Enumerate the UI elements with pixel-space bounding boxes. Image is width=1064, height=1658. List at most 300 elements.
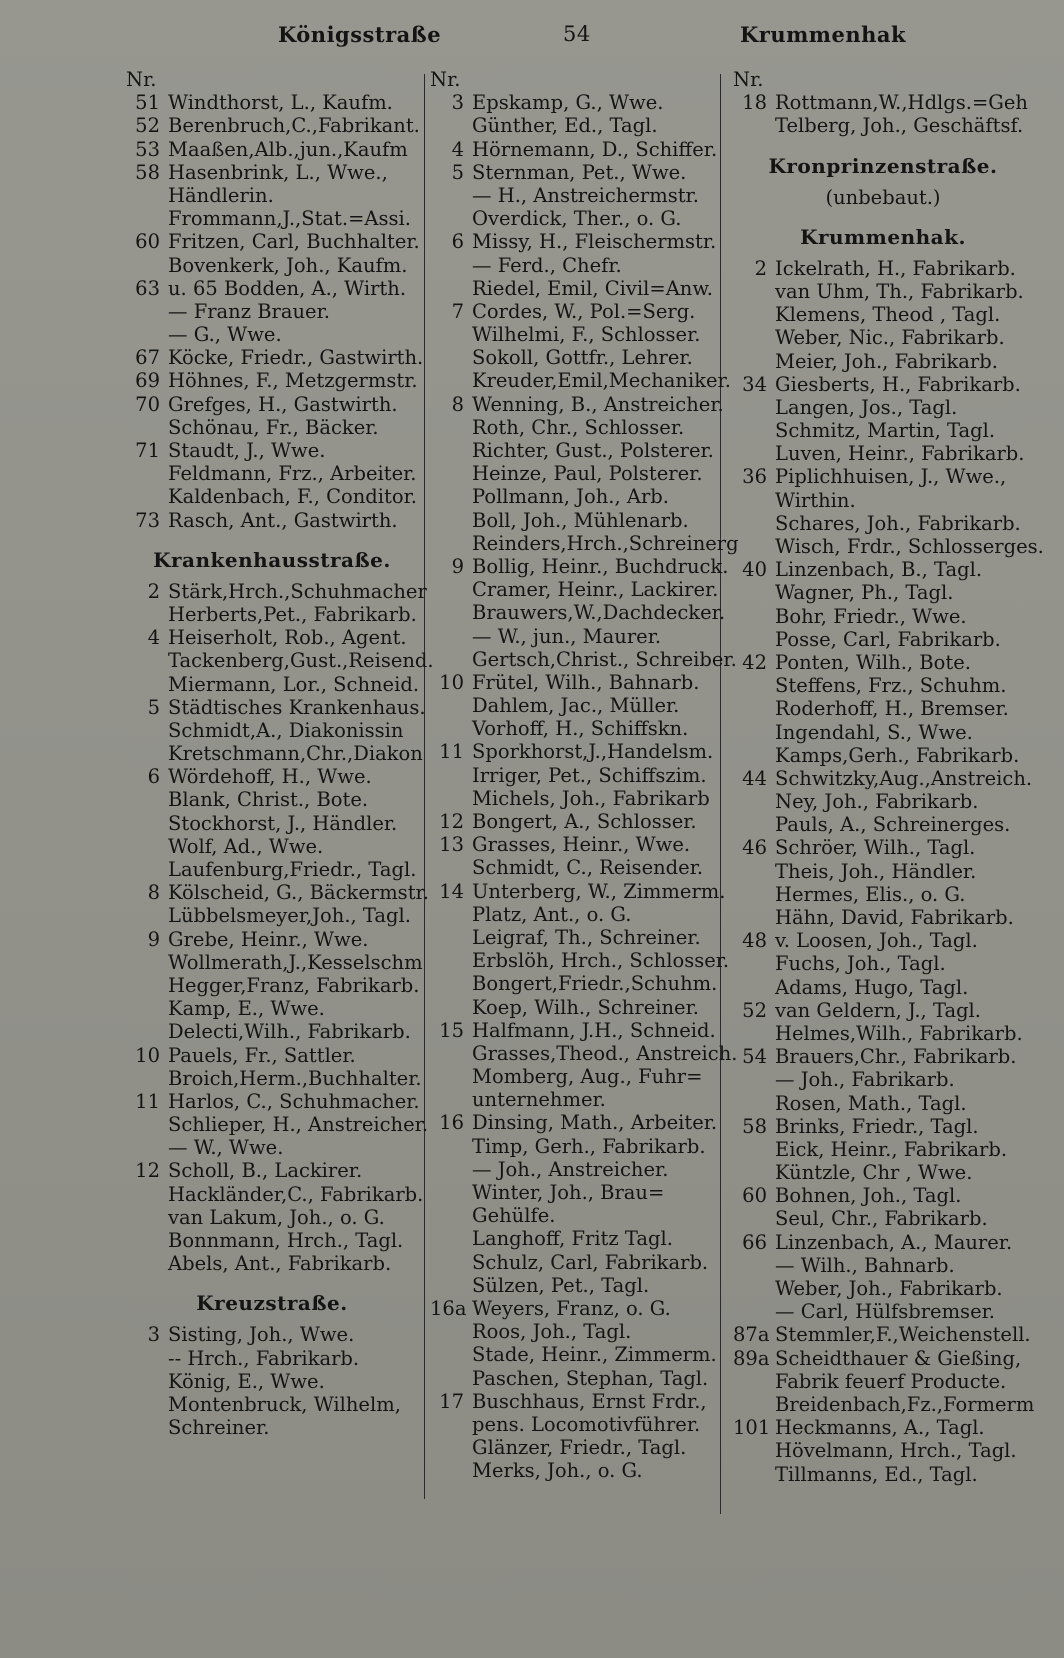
house-number: 2 xyxy=(754,256,767,280)
resident-text: Broich,Herm.,Buchhalter. xyxy=(168,1066,422,1090)
directory-entry xyxy=(126,695,426,719)
house-number: 60 xyxy=(135,230,160,254)
resident-text: Erbslöh, Hrch., Schlosser. xyxy=(472,949,730,973)
directory-entry xyxy=(126,1136,418,1159)
resident-text: Eick, Heinr., Fabrikarb. xyxy=(775,1137,1008,1161)
resident-text: Ingendahl, S., Wwe. xyxy=(775,720,973,744)
directory-entry xyxy=(733,535,1044,558)
house-number: 9 xyxy=(147,927,160,951)
directory-entry xyxy=(733,419,1033,442)
house-number: 58 xyxy=(135,160,160,184)
resident-text: Herberts,Pet., Fabrikarb. xyxy=(168,602,417,626)
directory-entry xyxy=(430,740,718,763)
resident-text: Stärk,Hrch.,Schuhmacher xyxy=(168,579,427,603)
house-number: 8 xyxy=(451,392,464,416)
directory-entry xyxy=(430,903,718,926)
resident-text: Rosen, Math., Tagl. xyxy=(775,1091,967,1115)
resident-text: Helmes,Wilh., Fabrikarb. xyxy=(775,1021,1023,1045)
resident-text: Frütel, Wilh., Bahnarb. xyxy=(472,670,700,694)
house-number: 3 xyxy=(147,1323,160,1347)
directory-entry xyxy=(430,647,737,671)
resident-text: Wirthin. xyxy=(775,488,856,512)
resident-text: Linzenbach, A., Maurer. xyxy=(775,1230,1013,1254)
house-number: 69 xyxy=(135,369,160,393)
directory-entry xyxy=(126,138,418,161)
directory-entry xyxy=(430,230,718,253)
directory-entry xyxy=(126,1113,429,1137)
directory-entry xyxy=(733,1463,1033,1486)
directory-entry xyxy=(733,326,1033,349)
directory-entry xyxy=(733,605,1033,628)
directory-entry xyxy=(733,280,1033,303)
directory-entry xyxy=(430,254,718,277)
directory-entry xyxy=(126,485,418,508)
house-number: 5 xyxy=(451,160,464,184)
resident-text: Sokoll, Gottfr., Lehrer. xyxy=(472,346,693,370)
house-number: 8 xyxy=(147,881,160,905)
resident-text: — Joh., Anstreicher. xyxy=(472,1157,669,1181)
directory-entry xyxy=(430,1320,718,1343)
house-number: 73 xyxy=(135,508,160,532)
resident-text: Kölscheid, G., Bäckermstr. xyxy=(168,881,429,905)
directory-entry xyxy=(733,976,1033,999)
directory-entry xyxy=(733,1022,1033,1045)
house-number: 87a xyxy=(733,1323,770,1347)
resident-text: Klemens, Theod , Tagl. xyxy=(775,303,1001,327)
resident-text: Cordes, W., Pol.=Serg. xyxy=(472,299,696,323)
directory-entry xyxy=(126,881,429,905)
directory-entry xyxy=(430,1135,718,1158)
resident-text: Grasses, Heinr., Wwe. xyxy=(472,833,691,857)
resident-text: Breidenbach,Fz.,Formerm xyxy=(775,1392,1035,1416)
resident-text: Hähn, David, Fabrikarb. xyxy=(775,906,1014,929)
directory-entry xyxy=(126,950,423,974)
resident-text: unternehmer. xyxy=(472,1088,606,1112)
resident-text: Bohr, Friedr., Wwe. xyxy=(775,604,967,628)
directory-entry xyxy=(430,717,718,740)
resident-text: Hackländer,C., Fabrikarb. xyxy=(168,1182,424,1206)
resident-text: Platz, Ant., o. G. xyxy=(472,902,632,926)
number-column-label: Nr. xyxy=(733,68,764,91)
directory-entry xyxy=(430,1459,718,1482)
resident-text: Köcke, Friedr., Gastwirth. xyxy=(168,346,424,370)
directory-entry xyxy=(733,1300,1033,1323)
resident-text: v. Loosen, Joh., Tagl. xyxy=(775,929,978,953)
resident-text: Schönau, Fr., Bäcker. xyxy=(168,415,379,439)
street-heading: Krankenhausstraße. xyxy=(153,547,391,572)
house-number: 10 xyxy=(135,1043,160,1067)
resident-text: Kretschmann,Chr.,Diakon xyxy=(168,742,423,766)
resident-text: Wenning, B., Anstreicher. xyxy=(472,392,724,416)
resident-text: Schulz, Carl, Fabrikarb. xyxy=(472,1250,709,1274)
resident-text: Abels, Ant., Fabrikarb. xyxy=(168,1252,392,1276)
directory-entry xyxy=(430,1041,738,1065)
house-number: 52 xyxy=(742,998,767,1022)
directory-entry xyxy=(126,579,427,603)
house-number: 14 xyxy=(439,879,464,903)
house-number: 46 xyxy=(742,836,767,860)
resident-text: Tackenberg,Gust.,Reisend. xyxy=(168,649,434,673)
resident-text: Bollig, Heinr., Buchdruck. xyxy=(472,554,729,578)
resident-text: Wördehoff, H., Wwe. xyxy=(168,765,372,789)
resident-text: Fritzen, Carl, Buchhalter. xyxy=(168,230,420,254)
resident-text: Weber, Joh., Fabrikarb. xyxy=(775,1277,1003,1300)
directory-entry xyxy=(430,1111,718,1134)
directory-entry xyxy=(430,416,718,439)
resident-text: Gertsch,Christ., Schreiber. xyxy=(472,647,737,671)
directory-entry xyxy=(430,138,718,161)
directory-entry xyxy=(733,952,1033,975)
resident-text: Stade, Heinr., Zimmerm. xyxy=(472,1343,717,1367)
directory-entry xyxy=(733,1254,1033,1277)
resident-text: Vorhoff, H., Schiffskn. xyxy=(472,717,689,741)
resident-text: Reinders,Hrch.,Schreinerg xyxy=(472,531,739,555)
resident-text: Schreiner. xyxy=(168,1416,270,1440)
resident-text: Schröer, Wilh., Tagl. xyxy=(775,836,976,860)
directory-entry xyxy=(126,1020,418,1043)
resident-text: Roderhoff, H., Bremser. xyxy=(775,697,1009,721)
directory-entry xyxy=(733,489,1033,512)
directory-entry xyxy=(430,1158,718,1181)
directory-entry xyxy=(430,972,718,995)
directory-entry xyxy=(733,674,1033,697)
directory-entry xyxy=(126,1066,422,1090)
directory-entry xyxy=(126,114,418,137)
directory-entry xyxy=(733,999,1033,1022)
number-column-label: Nr. xyxy=(126,68,157,91)
resident-text: Missy, H., Fleischermstr. xyxy=(472,230,717,254)
resident-text: Sülzen, Pet., Tagl. xyxy=(472,1273,650,1297)
house-number: 44 xyxy=(742,766,767,790)
resident-text: Fabrik feuerf Producte. xyxy=(775,1369,1007,1393)
directory-entry xyxy=(126,207,418,230)
resident-text: -- Hrch., Fabrikarb. xyxy=(168,1346,360,1370)
directory-entry xyxy=(430,926,718,949)
resident-text: — H., Anstreichermstr. xyxy=(472,183,699,207)
resident-text: Kreuder,Emil,Mechaniker. xyxy=(472,369,731,393)
house-number: 12 xyxy=(439,810,464,833)
directory-entry xyxy=(126,300,418,323)
resident-text: Bovenkerk, Joh., Kaufm. xyxy=(168,253,408,277)
directory-entry xyxy=(430,1367,718,1390)
house-number: 6 xyxy=(147,765,160,789)
street-heading: Kronprinzenstraße. xyxy=(768,153,998,178)
house-number: 89a xyxy=(733,1346,770,1370)
street-heading: Krummenhak. xyxy=(800,224,966,249)
resident-text: Heiserholt, Rob., Agent. xyxy=(168,626,407,650)
resident-text: Sternman, Pet., Wwe. xyxy=(472,160,687,184)
resident-text: Heinze, Paul, Polsterer. xyxy=(472,462,703,486)
directory-entry xyxy=(126,393,418,416)
directory-entry xyxy=(733,1115,1033,1138)
directory-entry xyxy=(126,1044,418,1067)
resident-text: Hasenbrink, L., Wwe., xyxy=(168,160,388,184)
street-heading: Kreuzstraße. xyxy=(196,1291,348,1316)
resident-text: Schlieper, H., Anstreicher. xyxy=(168,1113,429,1137)
directory-entry xyxy=(126,1182,424,1206)
resident-text: Posse, Carl, Fabrikarb. xyxy=(775,627,1001,651)
directory-entry xyxy=(430,300,718,323)
directory-entry xyxy=(126,858,418,881)
resident-text: Richter, Gust., Polsterer. xyxy=(472,439,714,462)
resident-text: Glänzer, Friedr., Tagl. xyxy=(472,1436,687,1460)
directory-entry xyxy=(430,554,729,578)
resident-text: Montenbruck, Wilhelm, xyxy=(168,1392,401,1416)
directory-entry xyxy=(126,91,418,114)
directory-entry xyxy=(126,1252,418,1275)
resident-text: Windthorst, L., Kaufm. xyxy=(168,91,393,115)
house-number: 3 xyxy=(451,91,464,115)
directory-entry xyxy=(430,949,730,973)
directory-entry xyxy=(430,1390,718,1413)
house-number: 4 xyxy=(451,137,464,161)
directory-entry xyxy=(126,649,434,673)
resident-text: Koep, Wilh., Schreiner. xyxy=(472,995,699,1019)
resident-text: Epskamp, G., Wwe. xyxy=(472,91,664,115)
directory-entry xyxy=(733,373,1033,396)
house-number: 13 xyxy=(439,833,464,857)
directory-entry xyxy=(733,442,1033,465)
resident-text: Schares, Joh., Fabrikarb. xyxy=(775,511,1021,535)
resident-text: Delecti,Wilh., Fabrikarb. xyxy=(168,1020,411,1044)
directory-entry xyxy=(733,1323,1033,1346)
resident-text: Ickelrath, H., Fabrikarb. xyxy=(775,256,1016,280)
resident-text: — Joh., Fabrikarb. xyxy=(775,1068,955,1092)
resident-text: Winter, Joh., Brau= xyxy=(472,1181,665,1204)
directory-entry xyxy=(733,465,1033,488)
resident-text: Grasses,Theod., Anstreich. xyxy=(472,1041,738,1065)
resident-text: Wollmerath,J.,Kesselschm xyxy=(168,950,423,974)
directory-entry xyxy=(733,396,1033,419)
resident-text: Miermann, Lor., Schneid. xyxy=(168,672,420,696)
directory-entry xyxy=(733,836,1033,859)
directory-entry xyxy=(126,254,418,277)
house-number: 53 xyxy=(135,137,160,161)
resident-text: Bongert, A., Schlosser. xyxy=(472,810,697,833)
house-number: 12 xyxy=(135,1159,160,1183)
house-number: 11 xyxy=(439,740,464,764)
resident-text: Wolf, Ad., Wwe. xyxy=(168,834,324,858)
resident-text: Roos, Joh., Tagl. xyxy=(472,1320,632,1344)
directory-entry xyxy=(430,810,718,833)
directory-entry xyxy=(733,1045,1033,1068)
resident-text: Heckmanns, A., Tagl. xyxy=(775,1416,985,1440)
directory-entry xyxy=(126,1416,418,1439)
house-number: 9 xyxy=(451,554,464,578)
number-column-label: Nr. xyxy=(430,68,461,91)
directory-entry xyxy=(430,462,718,485)
house-number: 16 xyxy=(439,1111,464,1135)
resident-text: Wisch, Frdr., Schlosserges. xyxy=(775,535,1044,558)
house-number: 71 xyxy=(135,439,160,462)
directory-entry xyxy=(430,439,718,462)
directory-entry xyxy=(430,184,718,207)
resident-text: Timp, Gerh., Fabrikarb. xyxy=(472,1134,706,1158)
resident-text: Stemmler,F.,Weichenstell. xyxy=(775,1323,1031,1347)
resident-text: Blank, Christ., Bote. xyxy=(168,788,369,812)
house-number: 10 xyxy=(439,670,464,694)
directory-entry xyxy=(430,1088,718,1111)
directory-entry xyxy=(430,601,726,625)
resident-text: Linzenbach, B., Tagl. xyxy=(775,558,983,582)
resident-text: Günther, Ed., Tagl. xyxy=(472,114,658,138)
page-number: 54 xyxy=(563,22,591,46)
house-number: 15 xyxy=(439,1018,464,1042)
directory-entry xyxy=(126,835,418,858)
directory-entry xyxy=(126,928,418,951)
directory-entry xyxy=(126,997,418,1020)
directory-entry xyxy=(733,1416,1033,1439)
resident-text: — Franz Brauer. xyxy=(168,299,330,323)
resident-text: Kaldenbach, F., Conditor. xyxy=(168,485,417,509)
house-number: 54 xyxy=(742,1045,767,1069)
directory-entry xyxy=(430,694,718,717)
directory-entry xyxy=(430,1274,718,1297)
directory-entry xyxy=(733,767,1033,790)
resident-text: Langhoff, Fritz Tagl. xyxy=(472,1227,673,1251)
directory-entry xyxy=(126,812,418,835)
directory-entry xyxy=(126,1323,418,1346)
directory-entry xyxy=(126,742,423,766)
resident-text: Bohnen, Joh., Tagl. xyxy=(775,1184,962,1208)
directory-entry xyxy=(126,346,424,370)
resident-text: Feldmann, Frz., Arbeiter. xyxy=(168,462,417,486)
directory-entry xyxy=(126,230,418,253)
house-number: 101 xyxy=(733,1416,771,1440)
directory-entry xyxy=(733,1068,1033,1091)
house-number: 34 xyxy=(742,372,767,396)
resident-text: Theis, Joh., Händler. xyxy=(775,859,977,883)
directory-entry xyxy=(126,369,418,392)
resident-text: Pauls, A., Schreinerges. xyxy=(775,813,1011,837)
resident-text: Küntzle, Chr , Wwe. xyxy=(775,1161,973,1185)
directory-entry xyxy=(430,1204,718,1227)
resident-text: Unterberg, W., Zimmerm. xyxy=(472,879,726,903)
resident-text: Dinsing, Math., Arbeiter. xyxy=(472,1111,718,1135)
resident-text: Ponten, Wilh., Bote. xyxy=(775,650,971,674)
resident-text: Seul, Chr., Fabrikarb. xyxy=(775,1207,988,1231)
resident-text: Scheidthauer & Gießing, xyxy=(775,1346,1022,1370)
resident-text: Paschen, Stephan, Tagl. xyxy=(472,1366,709,1390)
house-number: 2 xyxy=(147,579,160,603)
directory-entry xyxy=(733,1231,1033,1254)
directory-entry xyxy=(733,1370,1033,1393)
resident-text: Grebe, Heinr., Wwe. xyxy=(168,927,369,951)
directory-entry xyxy=(430,1065,718,1088)
resident-text: van Geldern, J., Tagl. xyxy=(775,998,981,1022)
directory-entry xyxy=(430,277,718,300)
column-right xyxy=(733,68,1044,1486)
directory-entry xyxy=(430,485,718,508)
directory-entry xyxy=(126,904,418,927)
directory-entry xyxy=(126,184,418,207)
resident-text: Lübbelsmeyer,Joh., Tagl. xyxy=(168,904,411,928)
resident-text: Händlerin. xyxy=(168,183,274,207)
directory-entry xyxy=(126,68,418,91)
resident-text: Hegger,Franz, Fabrikarb. xyxy=(168,973,420,997)
directory-entry xyxy=(733,1161,1033,1184)
house-number: 4 xyxy=(147,626,160,650)
directory-entry xyxy=(733,906,1033,929)
house-number: 16a xyxy=(430,1296,467,1320)
directory-entry xyxy=(430,1297,718,1320)
header-left-title: Königsstraße xyxy=(278,22,442,47)
directory-entry xyxy=(126,161,418,184)
resident-text: Bongert,Friedr.,Schuhm. xyxy=(472,972,718,996)
directory-entry xyxy=(430,207,718,230)
resident-text: Wilhelmi, F., Schlosser. xyxy=(472,323,701,347)
directory-entry xyxy=(430,833,718,856)
resident-text: Telberg, Joh., Geschäftsf. xyxy=(775,114,1024,138)
directory-entry xyxy=(733,929,1033,952)
directory-entry xyxy=(733,68,1033,91)
directory-entry xyxy=(733,697,1033,720)
resident-text: Merks, Joh., o. G. xyxy=(472,1459,643,1483)
resident-text: Brauers,Chr., Fabrikarb. xyxy=(775,1045,1017,1069)
directory-entry xyxy=(126,323,418,346)
resident-text: — W., Wwe. xyxy=(168,1136,284,1160)
resident-text: — Ferd., Chefr. xyxy=(472,253,622,277)
resident-text: Maaßen,Alb.,jun.,Kaufm xyxy=(168,137,408,161)
resident-text: Steffens, Frz., Schuhm. xyxy=(775,674,1007,698)
directory-entry xyxy=(430,625,718,648)
directory-entry xyxy=(126,626,418,649)
directory-entry xyxy=(733,628,1033,651)
directory-entry xyxy=(430,578,718,601)
resident-text: Sisting, Joh., Wwe. xyxy=(168,1323,355,1347)
resident-text: Kamp, E., Wwe. xyxy=(168,997,325,1021)
resident-text: Cramer, Heinr., Lackirer. xyxy=(472,578,719,602)
directory-entry xyxy=(126,277,418,300)
resident-text: Städtisches Krankenhaus. xyxy=(168,695,426,719)
directory-entry xyxy=(733,721,1033,744)
resident-text: Gehülfe. xyxy=(472,1204,556,1228)
resident-text: Hermes, Elis., o. G. xyxy=(775,882,966,906)
resident-text: — Wilh., Bahnarb. xyxy=(775,1253,955,1277)
directory-entry xyxy=(126,439,418,462)
resident-text: Brauwers,W.,Dachdecker. xyxy=(472,601,726,625)
header-right-title: Krummenhak xyxy=(740,22,907,47)
directory-entry xyxy=(126,788,418,811)
column-divider-2 xyxy=(720,74,721,1514)
house-number: 66 xyxy=(742,1230,767,1254)
directory-entry xyxy=(126,974,418,997)
directory-entry xyxy=(126,509,418,532)
directory-entry xyxy=(430,764,718,787)
resident-text: Rottmann,W.,Hdlgs.=Geh xyxy=(775,91,1028,115)
resident-text: Tillmanns, Ed., Tagl. xyxy=(775,1462,978,1486)
directory-entry xyxy=(733,813,1033,836)
resident-text: — Carl, Hülfsbremser. xyxy=(775,1300,995,1324)
resident-text: Schwitzky,Aug.,Anstreich. xyxy=(775,766,1033,790)
directory-entry xyxy=(430,1413,718,1436)
directory-entry xyxy=(126,1347,418,1370)
resident-text: König, E., Wwe. xyxy=(168,1369,325,1393)
resident-text: Riedel, Emil, Civil=Anw. xyxy=(472,276,713,300)
directory-entry xyxy=(430,91,718,114)
directory-entry xyxy=(430,1436,718,1459)
resident-text: Halfmann, J.H., Schneid. xyxy=(472,1018,716,1042)
directory-entry xyxy=(126,765,418,788)
directory-entry xyxy=(430,68,718,91)
resident-text: Dahlem, Jac., Müller. xyxy=(472,694,680,718)
directory-entry xyxy=(430,1227,718,1250)
resident-text: Schmitz, Martin, Tagl. xyxy=(775,419,996,443)
resident-text: Pauels, Fr., Sattler. xyxy=(168,1043,356,1067)
resident-text: Laufenburg,Friedr., Tagl. xyxy=(168,858,417,881)
resident-text: Luven, Heinr., Fabrikarb. xyxy=(775,442,1025,466)
directory-entry xyxy=(430,1251,718,1274)
